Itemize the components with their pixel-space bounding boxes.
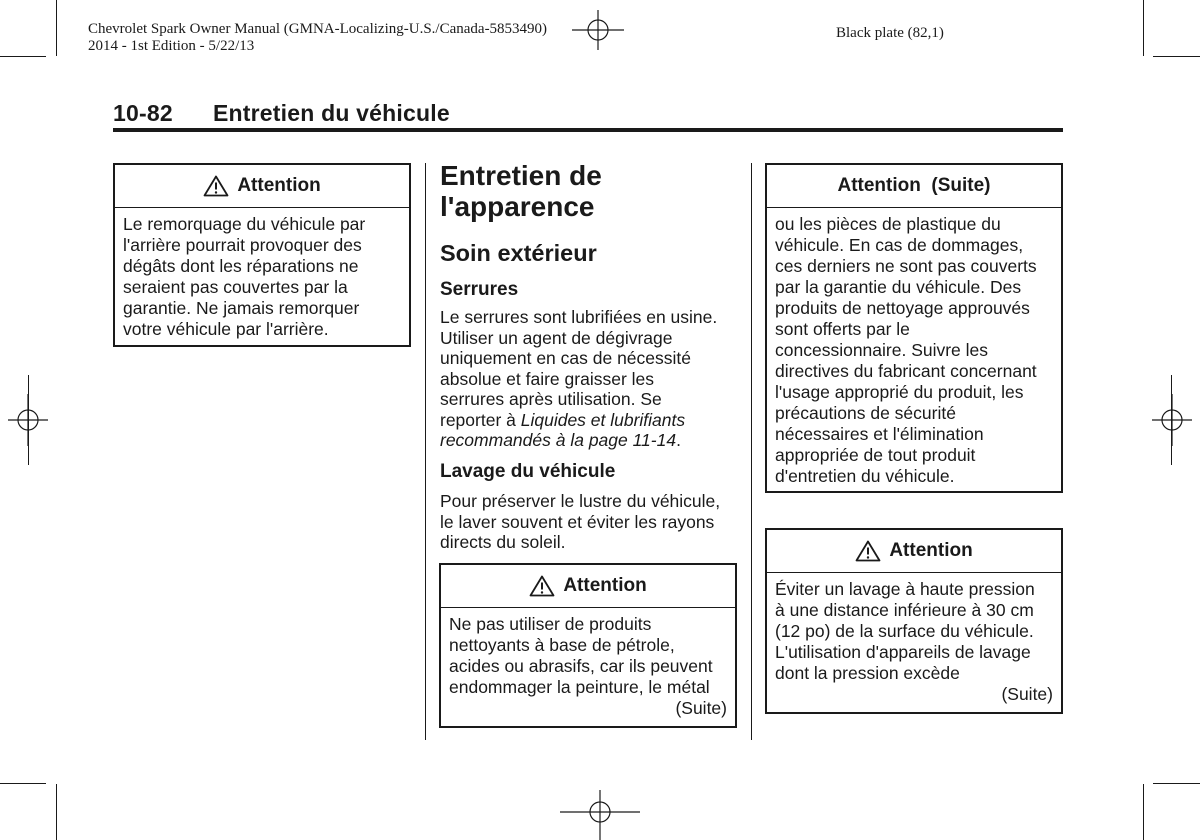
text-line: produits de nettoyage approuvés [775,298,1030,318]
heading-line: l'apparence [440,191,595,222]
warning-body [115,208,409,340]
section-heading [440,160,602,222]
subsection-heading: Soin extérieur [440,240,597,266]
text-line: appropriée de tout produit [775,445,976,465]
text-line: concessionnaire. Suivre les [775,340,989,360]
warning-title: Attention [563,575,647,596]
warning-body [767,573,1061,684]
text-line: véhicule. En cas de dommages, [775,235,1024,255]
warning-box [765,528,1063,714]
column-divider [425,163,426,740]
text-line: l'arrière pourrait provoquer des [123,235,362,255]
crop-mark [1171,375,1172,465]
text-line: le laver souvent et éviter les rayons [440,511,715,532]
page-number: 10-82 [113,100,173,126]
text-line: acides ou abrasifs, car ils peuvent [449,656,713,676]
header-rule [113,128,1063,132]
text-line [440,430,740,451]
warning-triangle-icon [855,540,881,562]
warning-body [441,608,735,698]
text-line: serrures après utilisation. Se [440,389,662,409]
text-line: sont offerts par le [775,319,910,339]
crop-mark [1143,784,1144,840]
text-line: ces derniers ne sont pas couverts [775,256,1037,276]
print-header-edition: 2014 - 1st Edition - 5/22/13 [88,38,255,54]
text-line: nécessaires et l'élimination [775,424,984,444]
crop-mark [28,375,29,465]
registration-mark-icon [568,4,628,56]
warning-box [439,563,737,728]
warning-box-title [441,565,735,608]
text-line: par la garantie du véhicule. Des [775,277,1022,297]
cross-reference-link[interactable]: Liquides et lubrifiants [520,409,686,430]
washing-heading: Lavage du véhicule [440,461,616,482]
text-line: directives du fabricant concernant [775,361,1037,381]
registration-mark-icon [560,790,640,840]
section-title: Entretien du véhicule [213,100,450,126]
crop-mark [56,784,57,840]
text-line: Le serrures sont lubrifiées en usine. [440,307,718,327]
crop-mark [1143,0,1144,56]
text-line: directs du soleil. [440,532,566,552]
text-line: ou les pièces de plastique du [775,214,1001,234]
locks-paragraph [440,307,740,451]
page-header [113,100,450,127]
text-line: Ne pas utiliser de produits [449,614,652,634]
print-header-title: Chevrolet Spark Owner Manual (GMNA-Localizing-U.S./Canada-5853490) [88,21,548,37]
warning-triangle-icon [529,575,555,597]
text-fragment: . [676,430,681,450]
warning-box-title [115,165,409,208]
print-header-plate: Black plate (82,1) [836,25,944,41]
warning-box-title [767,530,1061,573]
text-line: (12 po) de la surface du véhicule. [775,621,1034,641]
cross-reference-link[interactable]: recommandés à la page 11-14 [440,430,677,450]
continued-label: (Suite) [675,698,727,718]
text-line: Éviter un lavage à haute pression [775,579,1035,599]
text-line: garantie. Ne jamais remorquer [123,298,360,318]
text-line: dont la pression excède [775,663,960,683]
washing-paragraph [440,491,740,553]
warning-title: Attention (Suite) [837,175,991,196]
locks-heading: Serrures [440,279,519,300]
text-line: endommager la peinture, le métal [449,677,710,697]
continued-label: (Suite) [1001,684,1053,704]
text-line: L'utilisation d'appareils de lavage [775,642,1031,662]
text-line: Le remorquage du véhicule par [123,214,366,234]
text-line: précautions de sécurité [775,403,956,423]
warning-triangle-icon [203,175,229,197]
text-fragment: reporter à [440,409,521,430]
crop-mark [1153,56,1200,57]
heading-line: Entretien de [440,160,602,191]
text-line: uniquement en cas de nécessité [440,348,691,368]
crop-mark [0,56,46,57]
text-line: Pour préserver le lustre du véhicule, [440,491,721,511]
warning-body [767,208,1061,487]
crop-mark [1153,783,1200,784]
crop-mark [0,783,46,784]
text-line [440,410,740,431]
column-divider [751,163,752,740]
text-line: l'usage approprié du produit, les [775,382,1024,402]
text-line: Utiliser un agent de dégivrage [440,327,673,348]
crop-mark [56,0,57,56]
registration-mark-icon [1152,392,1192,448]
text-line: à une distance inférieure à 30 cm [775,600,1034,620]
text-line: d'entretien du véhicule. [775,466,955,486]
warning-box-title [767,165,1061,208]
text-line: votre véhicule par l'arrière. [123,319,329,339]
text-line: dégâts dont les réparations ne [123,256,359,276]
warning-box [113,163,411,347]
text-line: absolue et faire graisser les [440,368,654,389]
text-line: seraient pas couvertes par la [123,277,348,297]
warning-continued-box [765,163,1063,493]
warning-title: Attention [237,175,321,196]
text-line: nettoyants à base de pétrole, [449,635,675,655]
warning-title: Attention [889,540,973,561]
